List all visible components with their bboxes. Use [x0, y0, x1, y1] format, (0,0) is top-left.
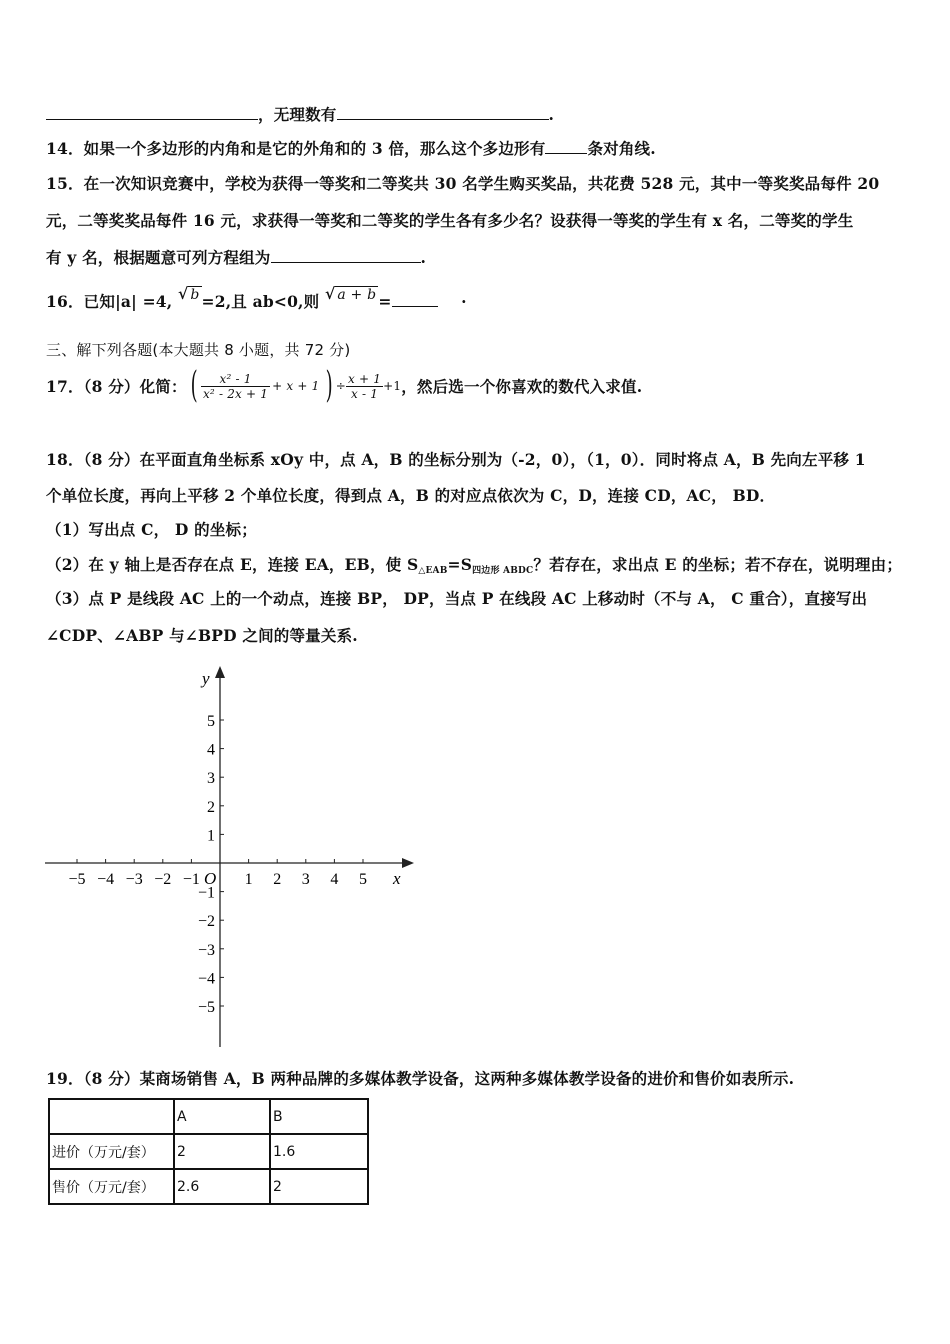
table-cell [49, 1099, 174, 1134]
price-table [48, 1098, 369, 1205]
y-axis-label: y [202, 669, 210, 688]
answer-blank[interactable] [271, 248, 421, 263]
x-tick-label: 5 [359, 871, 367, 888]
q15-line3: 有 y 名，根据题意可列方程组为 . [46, 248, 427, 267]
q18-line6: ∠CDP、∠ABP 与∠BPD 之间的等量关系. [46, 626, 358, 645]
x-tick-label: −5 [68, 871, 86, 888]
q19-line: 19．（8 分）某商场销售 A，B 两种品牌的多媒体教学设备，这两种多媒体教学设备的进价和售价如表所示. [46, 1069, 795, 1088]
q18-line3: （1）写出点 C， D 的坐标； [46, 520, 257, 539]
y-tick-label: 5 [207, 713, 215, 730]
x-tick-label: 3 [301, 871, 310, 888]
q15-line1: 15．在一次知识竞赛中，学校为获得一等奖和二等奖共 30 名学生购买奖品，共花费 528 元，其中一等奖奖品每件 20 [46, 174, 880, 193]
x-tick-label: −2 [154, 871, 172, 888]
y-tick-label: −3 [197, 941, 215, 959]
fraction-1: $\frac{\text{x² - 1}}{\text{x² - 2x + 1}}$ [202, 371, 269, 401]
y-tick-label: −2 [197, 913, 215, 931]
table-cell: B [270, 1099, 368, 1134]
y-tick-label: −5 [197, 999, 215, 1016]
table-cell: 1.6 [270, 1134, 368, 1169]
sqrt-b: √ b [177, 284, 200, 303]
table-row [49, 1134, 368, 1169]
x-tick-label: 2 [273, 871, 282, 888]
y-tick-label: 1 [207, 827, 215, 845]
sqrt-a-plus-b: √ a + b [324, 284, 377, 303]
y-tick-label: −4 [197, 970, 215, 988]
y-tick-label: 3 [207, 770, 215, 788]
answer-blank[interactable] [337, 105, 549, 120]
x-tick-label: 1 [244, 871, 253, 888]
q18-line4: （2）在 y 轴上是否存在点 E，连接 EA，EB，使 $S_{\triangle EAB}=S_{四边形 ABDC}$？若存在，求出点 E 的坐标；若不存在，说明理由； [46, 555, 903, 576]
x-tick-label: −4 [97, 871, 115, 888]
table-cell: 进价（万元/套） [49, 1134, 174, 1169]
q18-line2: 个单位长度，再向上平移 2 个单位长度，得到点 A，B 的对应点依次为 C，D，连接 CD，AC， BD． [46, 486, 776, 505]
table-cell: A [174, 1099, 270, 1134]
answer-blank[interactable] [392, 292, 438, 307]
table-row [49, 1169, 368, 1204]
table-cell: 售价（万元/套） [49, 1169, 174, 1204]
y-tick-label: −1 [197, 884, 215, 902]
x-axis-label: x [393, 869, 401, 888]
section-heading: 三、解下列各题(本大题共 8 小题，共 72 分) [46, 341, 351, 359]
y-tick-label: 4 [207, 741, 215, 759]
q13-line: ，无理数有 . [46, 103, 554, 125]
q15-line2: 元，二等奖奖品每件 16 元，求获得一等奖和二等奖的学生各有多少名？设获得一等奖的学生有 x 名，二等奖的学生 [46, 211, 854, 230]
coordinate-axes [40, 662, 420, 1052]
q14-line: 14．如果一个多边形的内角和是它的外角和的 3 倍，那么这个多边形有 条对角线. [46, 139, 656, 158]
table-cell: 2 [174, 1134, 270, 1169]
x-axis-arrow [402, 858, 414, 868]
q16-line: 16．已知|a| =4, √ b =2,且 ab<0,则 √ a + b = · [46, 284, 467, 311]
q18-line1: 18．（8 分）在平面直角坐标系 xOy 中，点 A，B 的坐标分别为（-2，0），（1，0）．同时将点 A，B 先向左平移 1 [46, 450, 866, 469]
q18-line5: （3）点 P 是线段 AC 上的一个动点，连接 BP， DP，当点 P 在线段 AC 上移动时（不与 A， C 重合），直接写出 [46, 589, 868, 608]
table-header-row [49, 1099, 368, 1134]
fraction-2: $\frac{x + 1}{x - 1}$ [348, 371, 382, 401]
table-cell: 2.6 [174, 1169, 270, 1204]
x-tick-label: 4 [330, 871, 339, 888]
answer-blank[interactable] [545, 139, 587, 154]
answer-blank[interactable] [46, 105, 258, 120]
q17-line: 17．（8 分）化简： ( $\frac{\text{x² - 1}}{\text{x² - 2x + 1}}$ + x + 1 ) ÷ $\frac{x + 1}{x - 1}$ +1 ，然后选一个你喜欢的数代入求值. [46, 365, 643, 406]
x-tick-label: −3 [125, 871, 143, 888]
x-tick-label: −1 [182, 871, 200, 888]
origin-label: O [204, 869, 217, 888]
table-cell: 2 [270, 1169, 368, 1204]
y-tick-label: 2 [207, 798, 215, 816]
y-axis-arrow [215, 666, 225, 678]
